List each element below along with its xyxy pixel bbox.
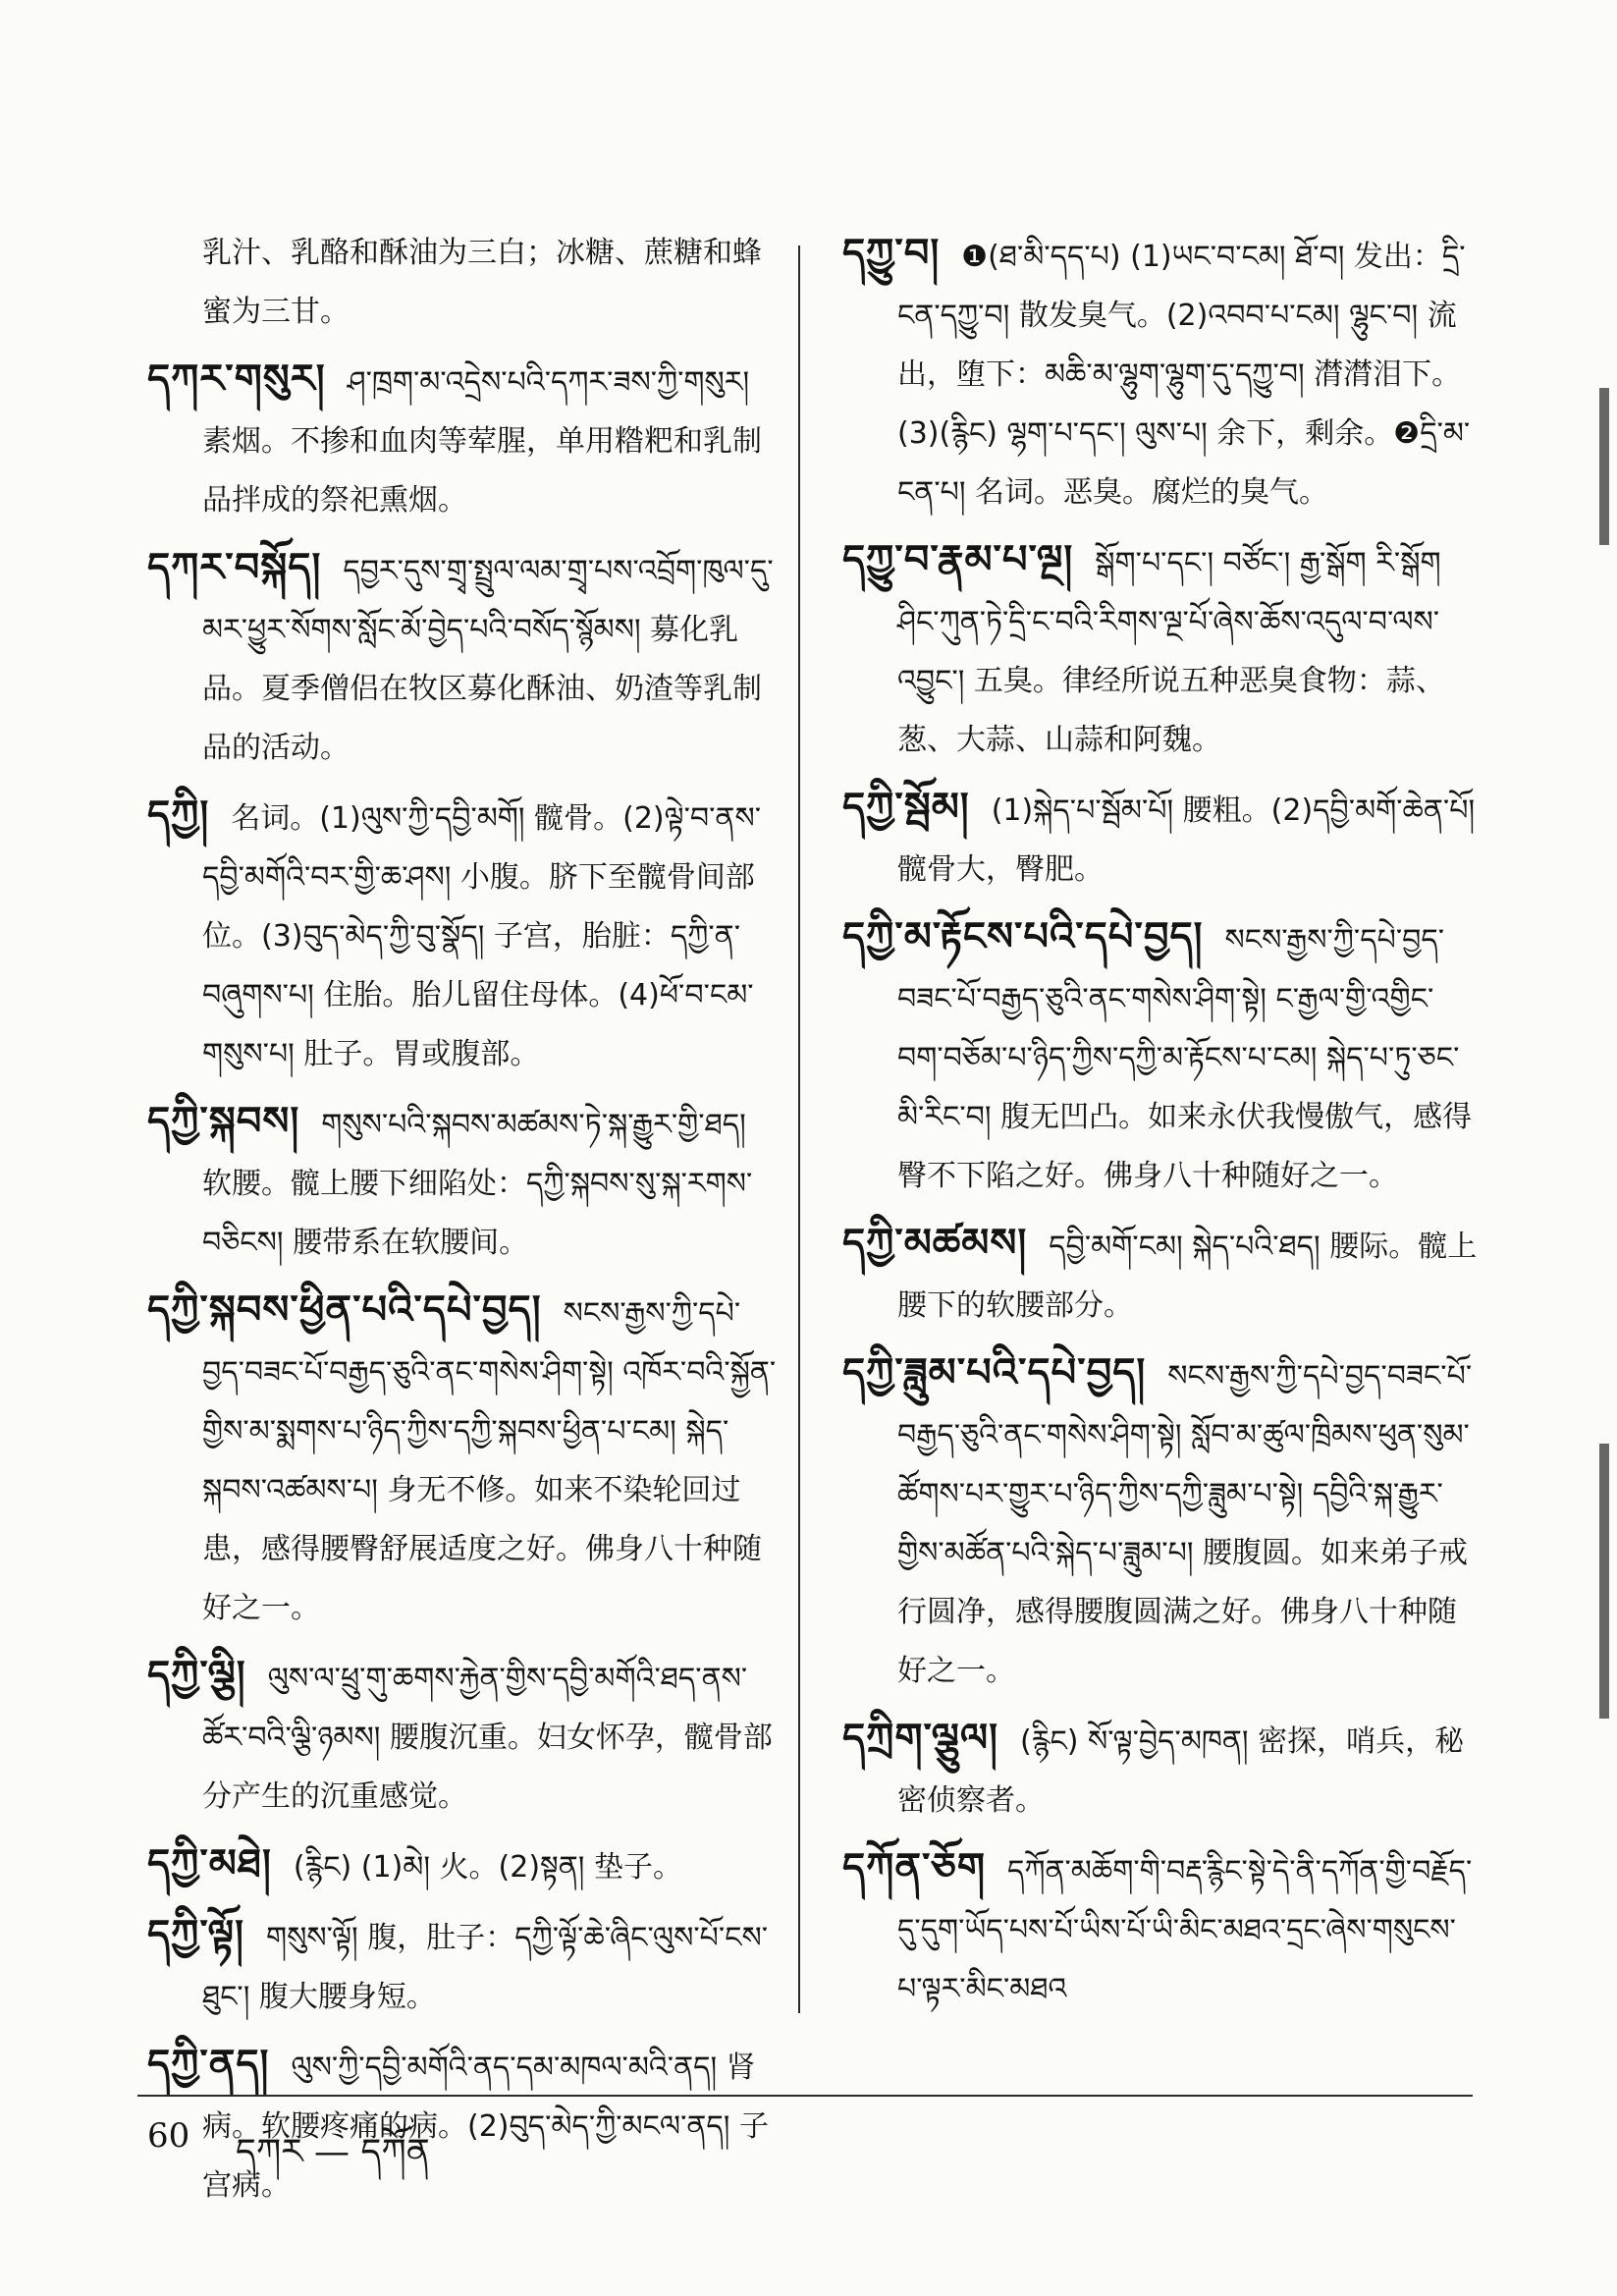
entry-definition: ལུས་ལ་ཕྲུ་གུ་ཆགས་རྐྱེན་གྱིས་དབྱི་མགོའི་ཐད་ནས་ཚོར་བའི་ལྕི་ཉམས། 腰腹沉重。妇女怀孕，髋骨部分产生的沉重感觉。 — [202, 1662, 773, 1814]
entry-headword: དཀྱི་སྐབས་ཕྱིན་པའི་དཔེ་བྱད། — [147, 1286, 542, 1333]
entry-definition: ལུས་ཀྱི་དབྱི་མགོའི་ནད་དམ་མཁལ་མའི་ནད། 肾病。软腰疼痛的病。(2)བུད་མེད་ཀྱི་མངལ་ནད། 子宫病。 — [202, 2050, 769, 2203]
entry-headword: དཀྱི། — [147, 792, 210, 838]
column-divider — [798, 246, 800, 2013]
running-head: དཀར — དཀོན — [236, 2132, 430, 2172]
entry-headword: དཀྲིག་ལྕུལ། — [842, 1715, 999, 1761]
dictionary-entry — [842, 778, 1479, 900]
dictionary-entry — [842, 907, 1479, 1206]
dictionary-entry — [147, 350, 781, 530]
left-column — [147, 224, 781, 2223]
dictionary-entry — [147, 1092, 781, 1273]
entry-definition: 名词。(1)ལུས་ཀྱི་དབྱི་མགོ། 髋骨。(2)ལྟེ་བ་ནས་དབྱི་མགོའི་བར་གྱི་ཆ་ཤས། 小腹。脐下至髋骨间部位。(3)བུད་མེད་ཀྱི་བུ་སྣོད། 子宫，胎脏：དཀྱི་ན་བཞུགས་པ། 住胎。胎儿留住母体。(4)ཕོ་བ་ངམ་གསུས་པ། 肚子。胃或腹部。 — [202, 801, 761, 1071]
dictionary-entry — [842, 1214, 1479, 1336]
entry-headword: དཀྱི་ལྟོ། — [147, 1911, 245, 1957]
entry-headword: དཀྱི་མཐེ། — [147, 1840, 272, 1886]
entry-definition: 乳汁、乳酪和酥油为三白；冰糖、蔗糖和蜂蜜为三甘。 — [202, 236, 762, 329]
entry-headword: དཀྱི་ནད། — [147, 2041, 270, 2087]
entry-headword: དཀྱི་ལྕི། — [147, 1652, 246, 1698]
entry-headword: དཀྱི་མཚམས། — [842, 1220, 1028, 1266]
entry-definition: སངས་རྒྱས་ཀྱི་དཔེ་བྱད་བཟང་པོ་བརྒྱད་ཅུའི་ནང་གསེས་ཤིག་སྟེ། ང་རྒྱལ་གྱི་འགྱིང་བག་བཅོམ་པ་ཉིད་ཀྱིས་དཀྱི་མ་རྟོངས་པ་ངམ། སྐེད་པ་ཏུ་ཅང་མི་རིང་བ། 腹无凹凸。如来永伏我慢傲气，感得臀不下陷之好。佛身八十种随好之一。 — [897, 923, 1473, 1193]
dictionary-entry — [147, 1905, 781, 2027]
entry-headword: དཀར་གསུར། — [147, 355, 326, 402]
scan-edge-mark — [1599, 1444, 1609, 1719]
scan-edge-mark — [1599, 388, 1609, 545]
entry-definition: (རྙིང) སོ་ལྟ་བྱེད་མཁན། 密探，哨兵，秘密侦察者。 — [897, 1724, 1465, 1818]
dictionary-entry — [147, 1834, 781, 1897]
entry-definition: སངས་རྒྱས་ཀྱི་དཔེ་བྱད་བཟང་པོ་བརྒྱད་ཅུའི་ནང་གསེས་ཤིག་སྟེ། སློབ་མ་ཚུལ་ཁྲིམས་ཕུན་སུམ་ཚོགས་པར་གྱུར་པ་ཉིད་ཀྱིས་དཀྱི་ཟླུམ་པ་སྟེ། དབྱིའི་སྐ་རྒྱུར་གྱིས་མཚོན་པའི་སྐེད་པ་ཟླུམ་པ། 腰腹圆。如来弟子戒行圆净，感得腰腹圆满之好。佛身八十种随好之一。 — [897, 1359, 1473, 1688]
entry-definition: ❶(ཐ་མི་དད་པ) (1)ཡང་བ་ངམ། ཐོ་བ། 发出：དྲི་ངན་དཀྱུ་བ། 散发臭气。(2)འབབ་པ་ངམ། ལྷུང་བ། 流出，堕下：མཆི་མ་ལྷུག་ལྷུག་དུ་དཀྱུ་བ། 潸潸泪下。(3)(རྙིང) ལྷག་པ་དང་། ལུས་པ། 余下，剩余。❷དྲི་མ་ངན་པ། 名词。恶臭。腐烂的臭气。 — [897, 240, 1471, 510]
entry-definition: སྒོག་པ་དང་། བཙོང་། རྒྱ་སྒོག རི་སྒོག ཤིང་ཀུན་ཏེ་དྲི་ང་བའི་རིགས་ལྔ་པོ་ཞེས་ཆོས་འདུལ་བ་ལས་འབྱུང་། 五臭。律经所说五种恶臭食物：蒜、葱、大蒜、山蒜和阿魏。 — [897, 546, 1445, 757]
entry-definition: (རྙིང) (1)མེ། 火。(2)སྟན། 垫子。 — [293, 1850, 682, 1885]
entry-definition: དཀོན་མཆོག་གི་བརྡ་རྙིང་སྟེ་དེ་ནི་དཀོན་གྱི་བརྗོད་དུ་དུག་ཡོད་པས་པོ་ཡིས་པོ་ཡི་མིང་མཐའ་དྲང་ཞེས་གསུངས་པ་ལྟར་མིང་མཐའ — [897, 1854, 1473, 2006]
dictionary-entry — [842, 1343, 1479, 1701]
entry-definition: གསུས་པའི་སྐབས་མཚམས་ཏེ་སྐ་རྒྱུར་གྱི་ཐད། 软腰。髋上腰下细陷处：དཀྱི་སྐབས་སུ་སྐ་རགས་བཅིངས། 腰带系在软腰间。 — [202, 1108, 753, 1260]
entry-definition: ཤ་ཁྲག་མ་འདྲེས་པའི་དཀར་ཟས་ཀྱི་གསུར། 素烟。不掺和血肉等荤腥，单用糌粑和乳制品拌成的祭祀熏烟。 — [202, 365, 762, 518]
dictionary-entry — [147, 1281, 781, 1638]
entry-headword: དཀྱུ་བ། — [842, 230, 941, 276]
entry-definition: སངས་རྒྱས་ཀྱི་དཔེ་བྱད་བཟང་པོ་བརྒྱད་ཅུའི་ནང་གསེས་ཤིག་སྟེ། འཁོར་བའི་སྐྱོན་གྱིས་མ་སྨགས་པ་ཉིད་ཀྱིས་དཀྱི་སྐབས་ཕྱིན་པ་ངམ། སྐེད་སྐབས་འཚམས་པ། 身无不修。如来不染轮回过患，感得腰臀舒展适度之好。佛身八十种随好之一。 — [202, 1296, 777, 1625]
dictionary-entry — [147, 1646, 781, 1827]
entry-definition: གསུས་ལྟོ། 腹，肚子：དཀྱི་ལྟོ་ཆེ་ཞིང་ལུས་པོ་ངས་ཐུང་། 腹大腰身短。 — [202, 1921, 769, 2014]
entry-headword: དཀྱི་སྦོམ། — [842, 784, 970, 830]
dictionary-entry — [842, 224, 1479, 522]
entry-headword: དཀྱི་སྐབས། — [147, 1098, 300, 1144]
dictionary-entry — [147, 224, 781, 342]
entry-definition: དབྱི་མགོ་ངམ། སྐེད་པའི་ཐད། 腰际。髋上腰下的软腰部分。 — [897, 1230, 1478, 1323]
dictionary-entry — [147, 786, 781, 1084]
right-column — [842, 224, 1479, 2027]
entry-definition: དབྱར་དུས་གྲྭ་སྤྲུལ་ལམ་གྲྭ་པས་འབྲོག་ཁུལ་དུ་མར་ཕྱུར་སོགས་སློང་མོ་བྱེད་པའི་བསོད་སྙོམས། 募化乳品。夏季僧侣在牧区募化酥油、奶渣等乳制品的活动。 — [202, 554, 774, 765]
entry-headword: དཀྱི་ཟླུམ་པའི་དཔེ་བྱད། — [842, 1349, 1147, 1395]
dictionary-entry — [147, 538, 781, 778]
dictionary-entry — [842, 530, 1479, 770]
entry-definition: (1)སྐེད་པ་སྦོམ་པོ། 腰粗。(2)དབྱི་མགོ་ཆེན་པོ། 髋骨大，臀肥。 — [897, 793, 1476, 887]
entry-headword: དཀར་བསྐོད། — [147, 544, 322, 590]
dictionary-entry — [842, 1838, 1479, 2019]
entry-headword: དཀྱུ་བ་རྣམ་པ་ལྔ། — [842, 536, 1074, 582]
footer-rule — [137, 2095, 1473, 2097]
page-number: 60 — [147, 2116, 190, 2156]
dictionary-entry — [842, 1709, 1479, 1831]
entry-headword: དཀྱི་མ་རྟོངས་པའི་དཔེ་བྱད། — [842, 913, 1204, 959]
entry-headword: དཀོན་ཅོག — [842, 1844, 986, 1890]
